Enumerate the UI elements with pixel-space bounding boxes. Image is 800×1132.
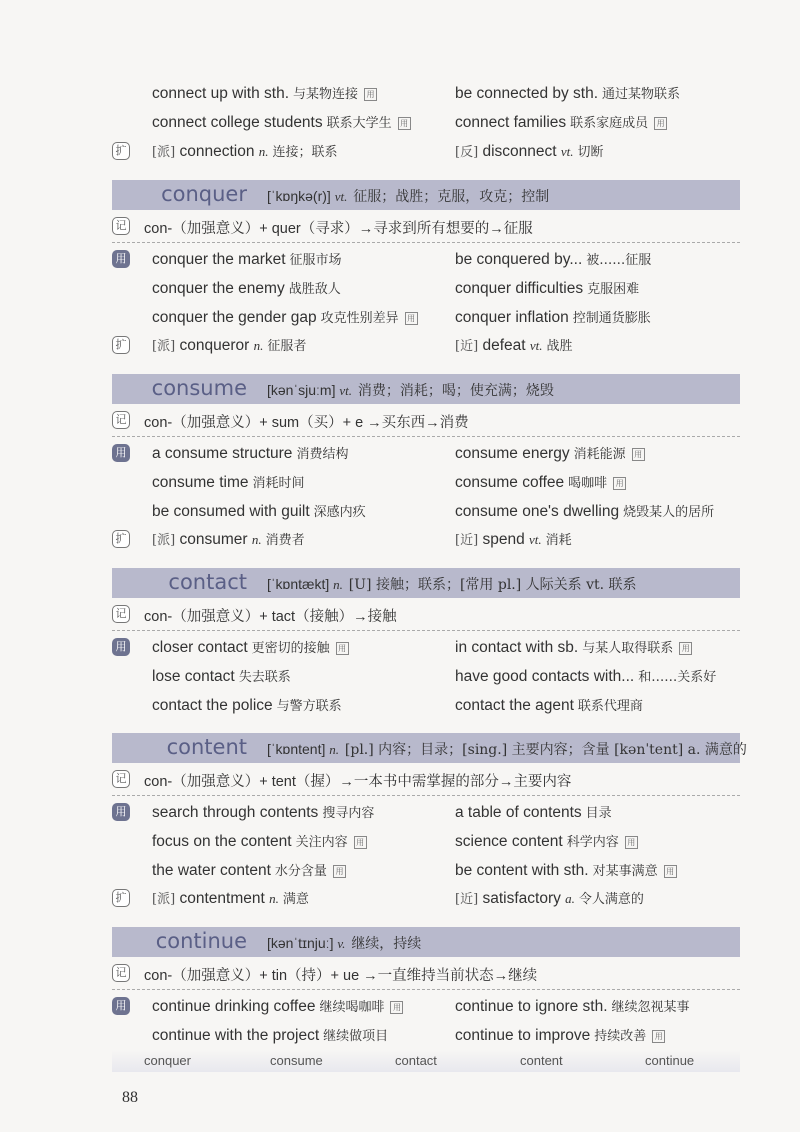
- collocation-right: connect families 联系家庭成员 用: [455, 112, 667, 132]
- footer-word-index: [112, 1050, 740, 1072]
- collocation-right: be content with sth. 对某事满意 用: [455, 860, 677, 880]
- derivative-left: [派] consumer n. 消费者: [152, 531, 305, 548]
- derivative-row: [0, 139, 800, 165]
- derivative-right: [近] satisfactory a. 令人满意的: [455, 890, 644, 907]
- collocation-left: conquer the market 征服市场: [152, 251, 342, 268]
- collocation-row: [0, 829, 800, 855]
- entry-header: [112, 733, 747, 763]
- collocation-row: [0, 110, 800, 136]
- etymology-text: con-（加强意义）+ quer（寻求）→寻求到所有想要的→征服: [144, 221, 533, 237]
- collocation-row: [0, 470, 800, 496]
- usage-box-icon: 用: [625, 836, 638, 849]
- collocation-left: consume time 消耗时间: [152, 474, 305, 491]
- collocation-right: consume one's dwelling 烧毁某人的居所: [455, 503, 715, 520]
- usage-box-icon: 用: [333, 865, 346, 878]
- collocation-left: conquer the gender gap 攻克性别差异 用: [152, 307, 418, 327]
- divider: [112, 795, 740, 796]
- etymology-row: [112, 408, 740, 434]
- collocation-left: lose contact 失去联系: [152, 668, 291, 685]
- collocation-row: [0, 441, 800, 467]
- divider: [112, 242, 740, 243]
- headword: conquer: [161, 182, 247, 206]
- collocation-row: [0, 276, 800, 302]
- expand-marker-icon: 扩: [112, 889, 130, 907]
- etymology-text: con-（加强意义）+ tact（接触）→接触: [144, 609, 397, 625]
- entry-header: [112, 568, 740, 598]
- derivative-left: [派] contentment n. 满意: [152, 890, 309, 907]
- etymology-row: [112, 602, 740, 628]
- expand-marker-icon: 扩: [112, 530, 130, 548]
- definition: [kənˈsjuːm] vt. 消费；消耗；喝；使充满；烧毁: [267, 382, 554, 399]
- definition: [ˈkɒntent] n. [pl.] 内容；目录；[sing.] 主要内容；含量 [kənˈtent] a. 满意的: [267, 741, 747, 758]
- usage-box-icon: 用: [679, 642, 692, 655]
- collocation-right: a table of contents 目录: [455, 804, 612, 821]
- collocation-right: have good contacts with... 和……关系好: [455, 668, 717, 685]
- usage-marker-icon: 用: [112, 250, 130, 268]
- derivative-right: [反] disconnect vt. 切断: [455, 143, 604, 160]
- collocation-right: in contact with sb. 与某人取得联系 用: [455, 637, 692, 657]
- footer-word: conquer: [144, 1053, 191, 1068]
- collocation-row: [0, 800, 800, 826]
- footer-word: consume: [270, 1053, 323, 1068]
- collocation-left: conquer the enemy 战胜敌人: [152, 280, 341, 297]
- memory-marker-icon: 记: [112, 411, 130, 429]
- etymology-text: con-（加强意义）+ sum（买）+ e →买东西→消费: [144, 415, 469, 431]
- collocation-left: be consumed with guilt 深感内疚: [152, 503, 366, 520]
- collocation-row: [0, 693, 800, 719]
- footer-word: content: [520, 1053, 563, 1068]
- memory-marker-icon: 记: [112, 605, 130, 623]
- collocation-left: focus on the content 关注内容 用: [152, 831, 367, 851]
- derivative-left: [派] connection n. 连接；联系: [152, 143, 338, 160]
- usage-box-icon: 用: [354, 836, 367, 849]
- collocation-left: connect college students 联系大学生 用: [152, 112, 411, 132]
- usage-box-icon: 用: [398, 117, 411, 130]
- definition: [ˈkɒŋkə(r)] vt. 征服；战胜；克服，攻克；控制: [267, 188, 550, 205]
- usage-box-icon: 用: [664, 865, 677, 878]
- headword: content: [166, 735, 247, 759]
- usage-marker-icon: 用: [112, 444, 130, 462]
- collocation-row: [0, 305, 800, 331]
- expand-marker-icon: 扩: [112, 142, 130, 160]
- collocation-right: science content 科学内容 用: [455, 831, 638, 851]
- collocation-right: consume coffee 喝咖啡 用: [455, 472, 626, 492]
- collocation-right: contact the agent 联系代理商: [455, 697, 643, 714]
- memory-marker-icon: 记: [112, 964, 130, 982]
- collocation-left: continue with the project 继续做项目: [152, 1027, 389, 1044]
- footer-word: continue: [645, 1053, 695, 1068]
- definition: [ˈkɒntækt] n. [U] 接触；联系；[常用 pl.] 人际关系 vt. 联系: [267, 576, 637, 593]
- collocation-row: [0, 81, 800, 107]
- headword: continue: [155, 929, 247, 953]
- divider: [112, 989, 740, 990]
- collocation-right: conquer difficulties 克服困难: [455, 280, 640, 297]
- memory-marker-icon: 记: [112, 770, 130, 788]
- entry-header: [112, 180, 740, 210]
- page-number: 88: [122, 1089, 138, 1106]
- usage-marker-icon: 用: [112, 803, 130, 821]
- etymology-row: [112, 961, 740, 987]
- entry-header: [112, 374, 740, 404]
- derivative-row: [0, 527, 800, 553]
- collocation-right: be connected by sth. 通过某物联系: [455, 85, 681, 102]
- divider: [112, 436, 740, 437]
- derivative-right: [近] defeat vt. 战胜: [455, 337, 573, 354]
- expand-marker-icon: 扩: [112, 336, 130, 354]
- divider: [112, 630, 740, 631]
- collocation-right: continue to ignore sth. 继续忽视某事: [455, 998, 690, 1015]
- etymology-text: con-（加强意义）+ tin（持）+ ue →一直维持当前状态→继续: [144, 968, 538, 984]
- etymology-row: [112, 214, 740, 240]
- collocation-left: a consume structure 消费结构: [152, 445, 349, 462]
- collocation-left: connect up with sth. 与某物连接 用: [152, 83, 377, 103]
- collocation-left: search through contents 搜寻内容: [152, 804, 375, 821]
- usage-box-icon: 用: [405, 312, 418, 325]
- derivative-row: [0, 886, 800, 912]
- collocation-right: continue to improve 持续改善 用: [455, 1025, 665, 1045]
- usage-box-icon: 用: [632, 448, 645, 461]
- collocation-row: [0, 247, 800, 273]
- collocation-left: continue drinking coffee 继续喝咖啡 用: [152, 996, 403, 1016]
- collocation-right: conquer inflation 控制通货膨胀: [455, 309, 651, 326]
- headword: consume: [151, 376, 247, 400]
- collocation-right: consume energy 消耗能源 用: [455, 443, 645, 463]
- etymology-text: con-（加强意义）+ tent（握）→一本书中需掌握的部分→主要内容: [144, 774, 572, 790]
- usage-box-icon: 用: [654, 117, 667, 130]
- usage-box-icon: 用: [613, 477, 626, 490]
- collocation-row: [0, 499, 800, 525]
- footer-word: contact: [395, 1053, 437, 1068]
- derivative-left: [派] conqueror n. 征服者: [152, 337, 307, 354]
- collocation-row: [0, 664, 800, 690]
- collocation-left: the water content 水分含量 用: [152, 860, 346, 880]
- usage-box-icon: 用: [652, 1030, 665, 1043]
- derivative-row: [0, 333, 800, 359]
- collocation-row: [0, 1023, 800, 1049]
- collocation-row: [0, 858, 800, 884]
- entry-header: [112, 927, 740, 957]
- derivative-right: [近] spend vt. 消耗: [455, 531, 572, 548]
- memory-marker-icon: 记: [112, 217, 130, 235]
- usage-marker-icon: 用: [112, 997, 130, 1015]
- usage-box-icon: 用: [390, 1001, 403, 1014]
- usage-box-icon: 用: [336, 642, 349, 655]
- etymology-row: [112, 767, 740, 793]
- usage-marker-icon: 用: [112, 638, 130, 656]
- headword: contact: [168, 570, 247, 594]
- collocation-right: be conquered by... 被……征服: [455, 251, 652, 268]
- usage-box-icon: 用: [364, 88, 377, 101]
- collocation-row: [0, 635, 800, 661]
- definition: [kənˈtɪnjuː] v. 继续，持续: [267, 935, 422, 952]
- collocation-left: contact the police 与警方联系: [152, 697, 342, 714]
- collocation-left: closer contact 更密切的接触 用: [152, 637, 349, 657]
- collocation-row: [0, 994, 800, 1020]
